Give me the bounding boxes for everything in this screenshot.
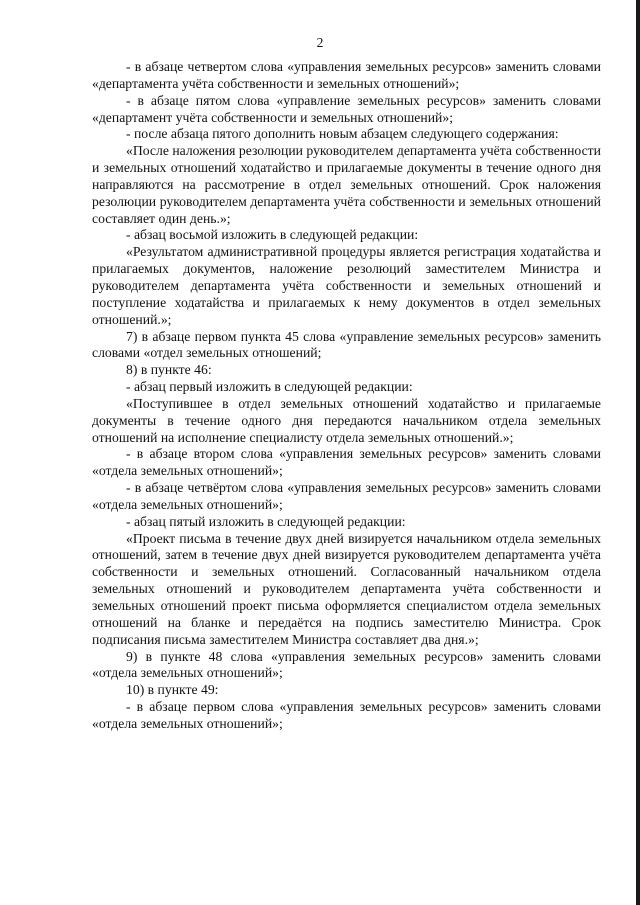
paragraph: - в абзаце первом слова «управления земельных ресурсов» заменить словами «отдела земельных отношений»; — [92, 699, 601, 731]
paragraph: - в абзаце втором слова «управления земельных ресурсов» заменить словами «отдела земельных отношений»; — [92, 446, 601, 479]
paragraph: - абзац пятый изложить в следующей редакции: — [126, 513, 406, 529]
paragraph: - в абзаце четвертом слова «управления земельных ресурсов» заменить словами «департамента учёта собственности и земельных отношений»; — [92, 59, 601, 91]
paragraph: - в абзаце пятом слова «управление земельных ресурсов» заменить словами «департамент учёта собственности и земельных отношений»; — [92, 92, 601, 125]
paragraph: - в абзаце четвёртом слова «управления земельных ресурсов» заменить словами «отдела земельных отношений»; — [92, 480, 601, 512]
paragraph: 8) в пункте 46: — [126, 362, 212, 378]
paragraph: 7) в абзаце первом пункта 45 слова «управление земельных ресурсов» заменить словами «отдел земельных отношений; — [92, 328, 601, 361]
page-edge-shadow — [636, 0, 640, 905]
page-number: 2 — [316, 35, 324, 50]
document-body — [92, 59, 601, 733]
paragraph: - абзац первый изложить в следующей редакции: — [126, 379, 413, 395]
paragraph: «После наложения резолюции руководителем департамента учёта собственности и земельных отношений ходатайство и прилагаемые документы в течение одного дня направляются на рассмотрение в отдел земельных отношений. Срок наложения резолюции руководителем департамента учёта собственности и земельных отношений составляет один день.»; — [92, 143, 601, 226]
paragraph: 10) в пункте 49: — [126, 682, 219, 698]
paragraph: «Проект письма в течение двух дней визируется начальником отдела земельных отношений, затем в течение двух дней визируется руководителем департамента учёта собственности и земельных отношений. Согласованный начальником отдела земельных отношений и руководителем департамента учёта собственности и земельных отношений проект письма оформляется специалистом отдела земельных отношений на бланке и передаётся на подпись заместителю Министра. Срок подписания письма заместителем Министра составляет два дня.»; — [92, 530, 601, 647]
paragraph: 9) в пункте 48 слова «управления земельных ресурсов» заменить словами «отдела земельных отношений»; — [92, 648, 601, 681]
paragraph: «Результатом административной процедуры является регистрация ходатайства и прилагаемых документов, наложение резолюций заместителем Министра и руководителем департамента учёта собственности и земельных отношений и поступление ходатайства и прилагаемых к нему документов в отдел земельных отношений.»; — [92, 244, 601, 327]
paragraph: «Поступившее в отдел земельных отношений ходатайство и прилагаемые документы в течение одного дня передаются начальником отдела земельных отношений на исполнение специалисту отдела земельных отношений.»; — [92, 395, 601, 445]
paragraph: - абзац восьмой изложить в следующей редакции: — [126, 227, 419, 243]
paragraph: - после абзаца пятого дополнить новым абзацем следующего содержания: — [126, 126, 559, 142]
